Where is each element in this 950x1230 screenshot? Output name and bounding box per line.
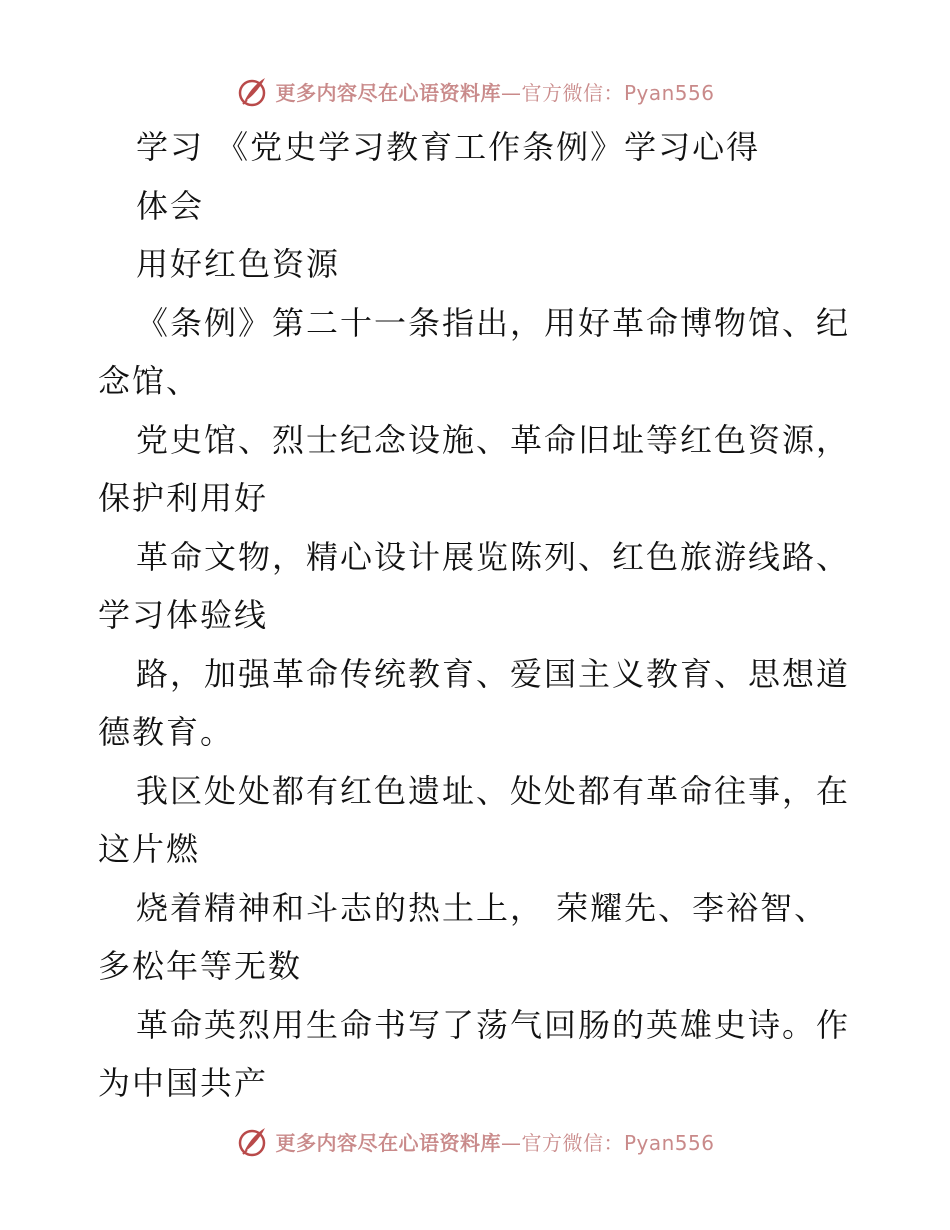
text-line: 党史馆、烈士纪念设施、革命旧址等红色资源，: [136, 420, 851, 459]
text-line: 路，加强革命传统教育、爱国主义教育、思想道: [136, 654, 851, 693]
footer-watermark: [0, 1121, 950, 1161]
watermark-suffix: 官方微信：Pyan556: [521, 1130, 715, 1155]
text-line: 念馆、: [98, 362, 201, 400]
header-watermark: [0, 71, 950, 111]
quill-logo-icon: [235, 1124, 269, 1158]
text-line: 这片燃: [98, 830, 201, 868]
quill-logo-icon: [235, 74, 269, 108]
text-line: 德教育。: [98, 713, 235, 751]
text-line: 学习 《党史学习教育工作条例》学习心得: [136, 128, 761, 166]
text-line: 多松年等无数: [98, 947, 303, 985]
text-line: 烧着精神和斗志的热土上， 荣耀先、李裕智、: [136, 888, 829, 927]
document-body: [98, 118, 858, 1113]
text-line: 为中国共产: [98, 1064, 269, 1102]
watermark-dash: —: [500, 80, 522, 105]
watermark-text: [275, 77, 714, 106]
text-line: 体会: [136, 186, 205, 225]
text-line: 保护利用好: [98, 479, 269, 517]
watermark-dash: —: [500, 1130, 522, 1155]
text-line: 学习体验线: [98, 596, 269, 634]
watermark-suffix: 官方微信：Pyan556: [521, 80, 715, 105]
text-line: 革命英烈用生命书写了荡气回肠的英雄史诗。作: [136, 1005, 851, 1044]
watermark-text: [275, 1127, 714, 1156]
text-line: 《条例》第二十一条指出，用好革命博物馆、纪: [136, 303, 851, 342]
watermark-main: 更多内容尽在心语资料库: [275, 80, 501, 105]
text-line: 革命文物，精心设计展览陈列、红色旅游线路、: [136, 537, 851, 576]
watermark-main: 更多内容尽在心语资料库: [275, 1130, 501, 1155]
text-line: 我区处处都有红色遗址、处处都有革命往事，在: [136, 771, 851, 810]
text-line: 用好红色资源: [136, 245, 341, 283]
